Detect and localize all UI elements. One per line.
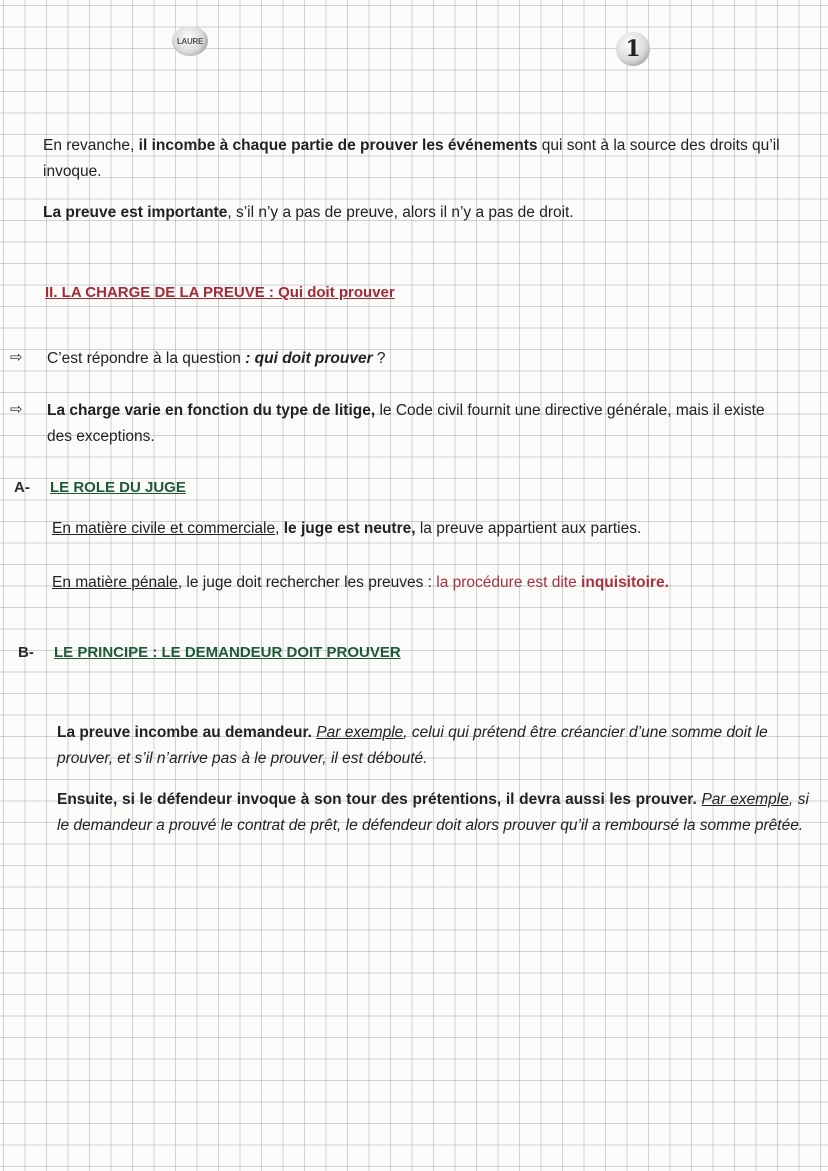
text: , xyxy=(275,520,284,537)
intro-paragraph xyxy=(43,133,803,185)
preuve-paragraph xyxy=(43,200,803,226)
section-a-line-2 xyxy=(52,570,812,596)
logo xyxy=(172,26,208,56)
italic-text: , si le demandeur a prouvé le contrat de prêt, le défendeur doit alors prouver qu’il a remboursé la somme prêtée. xyxy=(57,791,810,834)
bold-italic-text: : qui doit prouver xyxy=(245,350,373,367)
bold-text: Ensuite, si le défendeur invoque à son tour des prétentions, il devra aussi les prouver. xyxy=(57,791,697,808)
bullet-2 xyxy=(47,398,787,450)
section-b-paragraph-2 xyxy=(57,787,809,839)
text: En revanche, xyxy=(43,137,139,154)
red-text: la procédure est dite xyxy=(436,574,582,591)
text: , le juge doit rechercher les preuves : xyxy=(177,574,437,591)
text: le Code civil fournit une directive générale, mais il existe des exceptions. xyxy=(47,402,765,445)
underlined-text: En matière civile et commerciale xyxy=(52,520,276,537)
text: qui sont à la source des droits qu’il invoque. xyxy=(43,137,780,180)
section-a-letter: A- xyxy=(14,479,30,496)
bold-text: il incombe à chaque partie de prouver les événements xyxy=(138,137,538,154)
text: C’est répondre à la question xyxy=(47,350,246,367)
arrow-bullet-icon: ⇨ xyxy=(10,349,23,366)
page-number xyxy=(616,32,650,66)
section-b-letter: B- xyxy=(18,644,34,661)
page-number-text: 1 xyxy=(625,36,641,62)
text: la preuve appartient aux parties. xyxy=(415,520,642,537)
italic-text: , celui qui prétend être créancier d’une somme doit le prouver, et s’il n’arrive pas à le prouver, il est débouté. xyxy=(57,724,768,767)
text: ? xyxy=(372,350,386,367)
red-bold-text: inquisitoire. xyxy=(581,574,669,591)
section-b-title: LE PRINCIPE : LE DEMANDEUR DOIT PROUVER xyxy=(54,644,401,661)
arrow-bullet-icon: ⇨ xyxy=(10,401,23,418)
section-b-paragraph-1 xyxy=(57,720,809,772)
bold-text: La preuve est importante xyxy=(43,204,228,221)
bold-text: le juge est neutre, xyxy=(283,520,416,537)
underlined-text: En matière pénale xyxy=(52,574,178,591)
italic-underlined-text: Par exemple xyxy=(316,724,404,741)
text: , s’il n’y a pas de preuve, alors il n’y a pas de droit. xyxy=(227,204,574,221)
bold-text: La preuve incombe au demandeur. xyxy=(57,724,312,741)
logo-text: LAURE xyxy=(176,36,204,46)
bullet-1 xyxy=(47,346,787,372)
italic-underlined-text: Par exemple xyxy=(701,791,789,808)
section-a-title: LE ROLE DU JUGE xyxy=(50,479,186,496)
section-ii-title: II. LA CHARGE DE LA PREUVE : Qui doit prouver xyxy=(45,284,395,301)
section-a-line-1 xyxy=(52,516,792,542)
bold-text: La charge varie en fonction du type de litige, xyxy=(47,402,376,419)
